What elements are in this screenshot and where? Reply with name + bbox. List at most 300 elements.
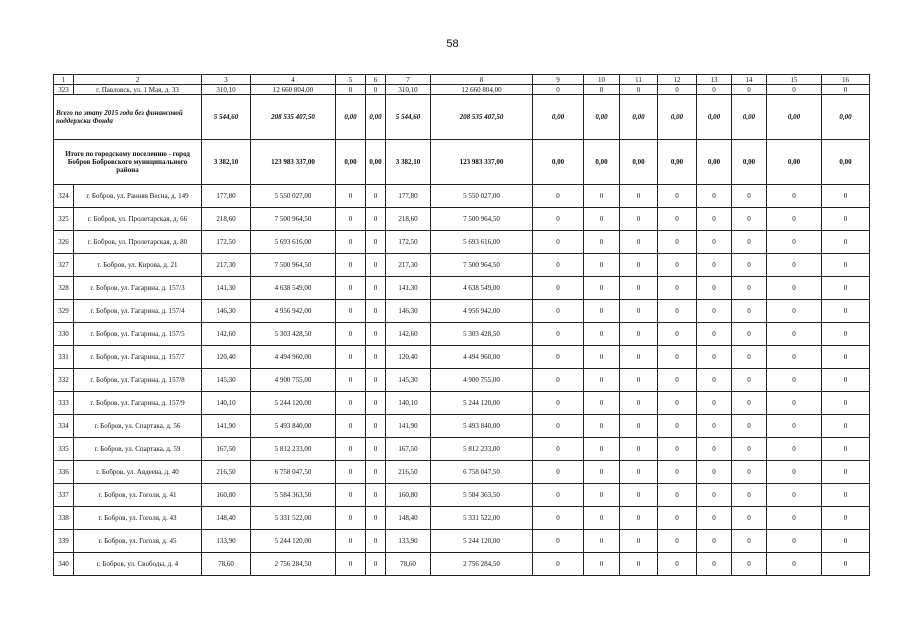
row-cell: 0	[336, 85, 366, 95]
value-cell: 0	[584, 254, 620, 277]
value-cell: 0	[732, 392, 767, 415]
header-cell: 9	[533, 75, 584, 85]
value-cell: 0	[620, 254, 658, 277]
value-cell: 0	[697, 507, 732, 530]
value-cell: 0	[658, 392, 697, 415]
value-cell: 0	[584, 461, 620, 484]
value-cell: 0	[658, 461, 697, 484]
value-cell: 0	[658, 369, 697, 392]
subtotal-value-cell: 123 983 337,00	[431, 140, 533, 185]
value-cell: 0	[533, 484, 584, 507]
total-value-cell: 5 544,60	[202, 95, 251, 140]
value-cell: 334	[54, 415, 74, 438]
value-cell: 0	[336, 323, 366, 346]
value-cell: 5 244 120,00	[431, 392, 533, 415]
value-cell: 0	[732, 484, 767, 507]
value-cell: 0	[697, 415, 732, 438]
header-cell: 4	[251, 75, 336, 85]
header-cell: 7	[386, 75, 431, 85]
value-cell: 6 758 047,50	[251, 461, 336, 484]
value-cell: 2 756 284,50	[431, 553, 533, 576]
value-cell: 0	[767, 208, 822, 231]
value-cell: 0	[336, 438, 366, 461]
value-cell: 0	[822, 277, 870, 300]
value-cell: 0	[620, 369, 658, 392]
value-cell: 0	[767, 231, 822, 254]
header-cell: 10	[584, 75, 620, 85]
value-cell: 0	[533, 392, 584, 415]
header-row	[54, 75, 870, 85]
value-cell: 0	[822, 185, 870, 208]
address-cell: г. Бобров, ул. Гагарина, д. 157/4	[74, 300, 202, 323]
value-cell: 0	[584, 323, 620, 346]
value-cell: 172,50	[202, 231, 251, 254]
subtotal-value-cell: 0,00	[732, 140, 767, 185]
value-cell: 5 584 363,50	[431, 484, 533, 507]
value-cell: 4 900 755,00	[431, 369, 533, 392]
value-cell: 5 693 616,00	[431, 231, 533, 254]
value-cell: 0	[658, 507, 697, 530]
value-cell: 0	[658, 300, 697, 323]
subtotal-row	[54, 140, 870, 185]
value-cell: 0	[584, 369, 620, 392]
address-cell: г. Бобров, ул. Спартака, д. 56	[74, 415, 202, 438]
header-cell: 12	[658, 75, 697, 85]
row-cell: 0	[658, 85, 697, 95]
value-cell: 0	[533, 553, 584, 576]
value-cell: 5 303 428,50	[251, 323, 336, 346]
value-cell: 0	[620, 392, 658, 415]
value-cell: 0	[366, 507, 386, 530]
value-cell: 0	[336, 208, 366, 231]
table-row	[54, 507, 870, 530]
value-cell: 0	[620, 323, 658, 346]
value-cell: 0	[584, 346, 620, 369]
value-cell: 0	[697, 461, 732, 484]
value-cell: 0	[658, 438, 697, 461]
value-cell: 146,30	[202, 300, 251, 323]
value-cell: 0	[620, 231, 658, 254]
value-cell: 0	[732, 208, 767, 231]
value-cell: 0	[336, 254, 366, 277]
value-cell: 5 584 363,50	[251, 484, 336, 507]
value-cell: 0	[732, 530, 767, 553]
value-cell: 5 244 120,00	[251, 392, 336, 415]
value-cell: 133,90	[386, 530, 431, 553]
value-cell: 0	[697, 369, 732, 392]
value-cell: 0	[336, 231, 366, 254]
value-cell: 330	[54, 323, 74, 346]
total-row	[54, 95, 870, 140]
value-cell: 0	[658, 323, 697, 346]
value-cell: 0	[620, 415, 658, 438]
value-cell: 0	[767, 369, 822, 392]
value-cell: 217,30	[386, 254, 431, 277]
row-cell: 0	[767, 85, 822, 95]
value-cell: 0	[767, 323, 822, 346]
value-cell: 0	[697, 438, 732, 461]
header-cell: 8	[431, 75, 533, 85]
total-value-cell: 0,00	[767, 95, 822, 140]
table-row	[54, 323, 870, 346]
value-cell: 327	[54, 254, 74, 277]
value-cell: 148,40	[202, 507, 251, 530]
value-cell: 0	[658, 277, 697, 300]
value-cell: 0	[822, 415, 870, 438]
value-cell: 140,10	[386, 392, 431, 415]
table-row	[54, 185, 870, 208]
value-cell: 172,50	[386, 231, 431, 254]
address-cell: г. Бобров, ул. Гагарина, д. 157/3	[74, 277, 202, 300]
value-cell: 0	[366, 392, 386, 415]
value-cell: 0	[767, 415, 822, 438]
value-cell: 0	[533, 323, 584, 346]
value-cell: 0	[336, 553, 366, 576]
table-row	[54, 300, 870, 323]
value-cell: 0	[533, 369, 584, 392]
value-cell: 0	[620, 277, 658, 300]
table-row	[54, 277, 870, 300]
value-cell: 142,60	[386, 323, 431, 346]
value-cell: 0	[732, 415, 767, 438]
value-cell: 0	[533, 231, 584, 254]
value-cell: 340	[54, 553, 74, 576]
address-cell: г. Бобров, ул. Авдеева, д. 40	[74, 461, 202, 484]
value-cell: 218,60	[386, 208, 431, 231]
value-cell: 0	[732, 254, 767, 277]
value-cell: 0	[366, 369, 386, 392]
value-cell: 0	[697, 323, 732, 346]
value-cell: 0	[697, 300, 732, 323]
value-cell: 0	[533, 461, 584, 484]
value-cell: 6 758 047,50	[431, 461, 533, 484]
value-cell: 0	[336, 346, 366, 369]
value-cell: 0	[822, 461, 870, 484]
address-cell: г. Бобров, ул. Спартака, д. 59	[74, 438, 202, 461]
value-cell: 217,30	[202, 254, 251, 277]
value-cell: 7 500 964,50	[251, 254, 336, 277]
value-cell: 0	[336, 300, 366, 323]
value-cell: 0	[658, 415, 697, 438]
table-row	[54, 415, 870, 438]
subtotal-value-cell: 0,00	[366, 140, 386, 185]
subtotal-value-cell: 3 382,10	[202, 140, 251, 185]
value-cell: 0	[584, 415, 620, 438]
value-cell: 4 900 755,00	[251, 369, 336, 392]
header-cell: 13	[697, 75, 732, 85]
value-cell: 337	[54, 484, 74, 507]
value-cell: 0	[336, 392, 366, 415]
value-cell: 5 303 428,50	[431, 323, 533, 346]
value-cell: 0	[658, 185, 697, 208]
value-cell: 4 956 942,00	[431, 300, 533, 323]
value-cell: 0	[658, 484, 697, 507]
value-cell: 329	[54, 300, 74, 323]
value-cell: 0	[822, 208, 870, 231]
value-cell: 0	[822, 553, 870, 576]
total-value-cell: 208 535 407,50	[251, 95, 336, 140]
subtotal-value-cell: 0,00	[658, 140, 697, 185]
value-cell: 0	[336, 415, 366, 438]
value-cell: 0	[732, 323, 767, 346]
value-cell: 7 500 964,50	[251, 208, 336, 231]
row-cell: 310,10	[202, 85, 251, 95]
value-cell: 0	[767, 254, 822, 277]
value-cell: 0	[336, 185, 366, 208]
value-cell: 0	[697, 530, 732, 553]
value-cell: 0	[584, 208, 620, 231]
value-cell: 78,60	[386, 553, 431, 576]
table-row	[54, 254, 870, 277]
value-cell: 0	[366, 185, 386, 208]
value-cell: 0	[620, 484, 658, 507]
value-cell: 140,10	[202, 392, 251, 415]
value-cell: 7 500 964,50	[431, 254, 533, 277]
value-cell: 0	[620, 461, 658, 484]
row-cell: г. Павловск, ул. 1 Мая, д. 33	[74, 85, 202, 95]
value-cell: 0	[822, 300, 870, 323]
value-cell: 0	[697, 553, 732, 576]
table-row	[54, 553, 870, 576]
value-cell: 141,30	[202, 277, 251, 300]
value-cell: 0	[822, 507, 870, 530]
table-row	[54, 392, 870, 415]
header-cell: 3	[202, 75, 251, 85]
value-cell: 4 638 549,00	[431, 277, 533, 300]
value-cell: 141,30	[386, 277, 431, 300]
value-cell: 0	[336, 484, 366, 507]
table-row	[54, 461, 870, 484]
value-cell: 336	[54, 461, 74, 484]
value-cell: 332	[54, 369, 74, 392]
value-cell: 5 493 840,00	[251, 415, 336, 438]
table-row	[54, 208, 870, 231]
total-label: Всего по этапу 2015 года без финансовой поддержки Фонда	[54, 95, 202, 140]
address-cell: г. Бобров, ул. Гагарина, д. 157/5	[74, 323, 202, 346]
value-cell: 0	[732, 438, 767, 461]
value-cell: 0	[366, 553, 386, 576]
value-cell: 0	[822, 484, 870, 507]
value-cell: 333	[54, 392, 74, 415]
address-cell: г. Бобров, ул. Кирова, д. 21	[74, 254, 202, 277]
value-cell: 0	[366, 277, 386, 300]
value-cell: 4 494 960,00	[251, 346, 336, 369]
row-cell: 323	[54, 85, 74, 95]
value-cell: 328	[54, 277, 74, 300]
value-cell: 160,80	[386, 484, 431, 507]
value-cell: 331	[54, 346, 74, 369]
header-cell: 15	[767, 75, 822, 85]
value-cell: 216,50	[202, 461, 251, 484]
value-cell: 0	[584, 185, 620, 208]
value-cell: 0	[767, 185, 822, 208]
value-cell: 0	[697, 208, 732, 231]
value-cell: 0	[822, 438, 870, 461]
header-cell: 5	[336, 75, 366, 85]
value-cell: 0	[732, 553, 767, 576]
value-cell: 177,80	[202, 185, 251, 208]
header-cell: 16	[822, 75, 870, 85]
value-cell: 0	[533, 208, 584, 231]
value-cell: 5 550 027,00	[251, 185, 336, 208]
value-cell: 0	[584, 438, 620, 461]
value-cell: 146,30	[386, 300, 431, 323]
subtotal-value-cell: 0,00	[620, 140, 658, 185]
value-cell: 0	[767, 438, 822, 461]
subtotal-value-cell: 0,00	[767, 140, 822, 185]
value-cell: 0	[697, 254, 732, 277]
value-cell: 0	[584, 507, 620, 530]
value-cell: 141,90	[386, 415, 431, 438]
value-cell: 0	[822, 530, 870, 553]
row-cell: 0	[697, 85, 732, 95]
value-cell: 142,60	[202, 323, 251, 346]
total-value-cell: 0,00	[584, 95, 620, 140]
address-cell: г. Бобров, ул. Гагарина, д. 157/7	[74, 346, 202, 369]
row-cell: 12 660 804,00	[431, 85, 533, 95]
table-row	[54, 369, 870, 392]
address-cell: г. Бобров, ул. Свободы, д. 4	[74, 553, 202, 576]
header-cell: 1	[54, 75, 74, 85]
table-row	[54, 438, 870, 461]
value-cell: 5 331 522,00	[431, 507, 533, 530]
value-cell: 0	[620, 553, 658, 576]
subtotal-value-cell: 0,00	[336, 140, 366, 185]
value-cell: 120,40	[202, 346, 251, 369]
total-value-cell: 0,00	[658, 95, 697, 140]
value-cell: 0	[533, 277, 584, 300]
address-cell: г. Бобров, ул. Пролетарская, д. 66	[74, 208, 202, 231]
row-cell: 0	[584, 85, 620, 95]
row-cell: 0	[620, 85, 658, 95]
value-cell: 5 812 233,00	[431, 438, 533, 461]
row-cell: 0	[732, 85, 767, 95]
value-cell: 218,60	[202, 208, 251, 231]
value-cell: 0	[697, 277, 732, 300]
value-cell: 0	[366, 231, 386, 254]
row-cell: 0	[366, 85, 386, 95]
value-cell: 0	[366, 461, 386, 484]
value-cell: 0	[732, 277, 767, 300]
value-cell: 0	[620, 507, 658, 530]
value-cell: 0	[658, 553, 697, 576]
table-row	[54, 231, 870, 254]
value-cell: 0	[767, 507, 822, 530]
value-cell: 5 550 027,00	[431, 185, 533, 208]
value-cell: 0	[732, 369, 767, 392]
value-cell: 0	[336, 277, 366, 300]
value-cell: 0	[732, 300, 767, 323]
value-cell: 160,80	[202, 484, 251, 507]
value-cell: 0	[366, 208, 386, 231]
value-cell: 0	[366, 415, 386, 438]
value-cell: 167,50	[386, 438, 431, 461]
value-cell: 0	[697, 392, 732, 415]
value-cell: 0	[658, 208, 697, 231]
page-number: 58	[446, 38, 459, 50]
value-cell: 145,30	[386, 369, 431, 392]
value-cell: 0	[767, 530, 822, 553]
value-cell: 0	[366, 254, 386, 277]
value-cell: 0	[620, 300, 658, 323]
value-cell: 0	[732, 185, 767, 208]
value-cell: 0	[366, 484, 386, 507]
value-cell: 4 956 942,00	[251, 300, 336, 323]
value-cell: 5 493 840,00	[431, 415, 533, 438]
value-cell: 0	[658, 231, 697, 254]
value-cell: 0	[533, 415, 584, 438]
value-cell: 0	[697, 484, 732, 507]
value-cell: 0	[767, 553, 822, 576]
address-cell: г. Бобров, ул. Гоголя, д. 41	[74, 484, 202, 507]
value-cell: 338	[54, 507, 74, 530]
value-cell: 0	[336, 461, 366, 484]
value-cell: 0	[732, 231, 767, 254]
subtotal-value-cell: 0,00	[822, 140, 870, 185]
value-cell: 0	[767, 392, 822, 415]
header-cell: 11	[620, 75, 658, 85]
value-cell: 0	[620, 530, 658, 553]
total-value-cell: 0,00	[336, 95, 366, 140]
value-cell: 0	[620, 185, 658, 208]
value-cell: 0	[822, 231, 870, 254]
header-cell: 2	[74, 75, 202, 85]
table-row	[54, 85, 870, 95]
value-cell: 5 693 616,00	[251, 231, 336, 254]
value-cell: 148,40	[386, 507, 431, 530]
value-cell: 120,40	[386, 346, 431, 369]
subtotal-value-cell: 0,00	[584, 140, 620, 185]
value-cell: 0	[822, 346, 870, 369]
value-cell: 2 756 284,50	[251, 553, 336, 576]
total-value-cell: 0,00	[732, 95, 767, 140]
subtotal-value-cell: 123 983 337,00	[251, 140, 336, 185]
value-cell: 0	[533, 254, 584, 277]
value-cell: 0	[533, 438, 584, 461]
value-cell: 0	[697, 185, 732, 208]
value-cell: 0	[767, 277, 822, 300]
value-cell: 167,50	[202, 438, 251, 461]
value-cell: 0	[732, 507, 767, 530]
value-cell: 326	[54, 231, 74, 254]
value-cell: 145,30	[202, 369, 251, 392]
table-row	[54, 530, 870, 553]
value-cell: 0	[584, 300, 620, 323]
row-cell: 310,10	[386, 85, 431, 95]
value-cell: 0	[822, 254, 870, 277]
value-cell: 177,80	[386, 185, 431, 208]
value-cell: 0	[584, 553, 620, 576]
value-cell: 0	[533, 185, 584, 208]
value-cell: 0	[658, 530, 697, 553]
total-value-cell: 0,00	[822, 95, 870, 140]
total-value-cell: 0,00	[366, 95, 386, 140]
value-cell: 0	[533, 507, 584, 530]
value-cell: 0	[366, 346, 386, 369]
value-cell: 0	[584, 392, 620, 415]
value-cell: 5 244 120,00	[431, 530, 533, 553]
value-cell: 0	[822, 323, 870, 346]
value-cell: 133,90	[202, 530, 251, 553]
header-cell: 14	[732, 75, 767, 85]
value-cell: 0	[767, 346, 822, 369]
subtotal-value-cell: 0,00	[533, 140, 584, 185]
value-cell: 5 331 522,00	[251, 507, 336, 530]
subtotal-value-cell: 0,00	[697, 140, 732, 185]
value-cell: 0	[658, 346, 697, 369]
value-cell: 0	[822, 392, 870, 415]
value-cell: 216,50	[386, 461, 431, 484]
